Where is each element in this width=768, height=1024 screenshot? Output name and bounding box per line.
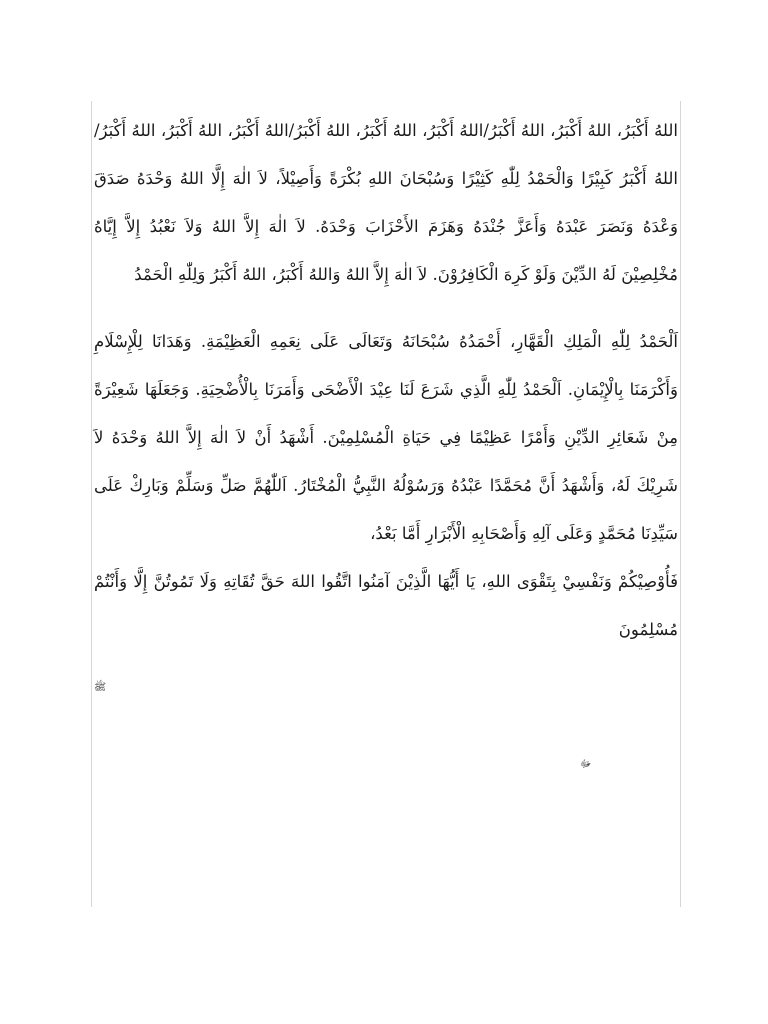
takbir-paragraph: اللهُ أَكْبَرُ، اللهُ أَكْبَرُ، اللهُ أَكْبَرُ/اللهُ أَكْبَرُ، اللهُ أَكْبَرُ، اللهُ أَكْبَرُ/اللهُ أَكْبَرُ، اللهُ أَكْبَرُ، اللهُ أَكْبَرُ/ اللهُ أَكْبَرُ كَبِيْرًا وَالْحَمْدُ لِلّٰهِ كَثِيْرًا وَسُبْحَانَ اللهِ بُكْرَةً وَأَصِيْلاً، لاَ الٰهَ إِلَّا اللهُ وَحْدَهُ صَدَقَ وَعْدَهُ وَنَصَرَ عَبْدَهُ وَأَعَزَّ جُنْدَهُ وَهَزَمَ الأَحْزَابَ وَحْدَهُ. لاَ الٰهَ إِلاَّ اللهُ وَلاَ نَعْبُدُ إِلاَّ إِيَّاهُ مُخْلِصِيْنَ لَهُ الدِّيْنَ وَلَوْ كَرِهَ الْكَافِرُوْنَ. لاَ الٰهَ إِلاَّ اللهُ وَاللهُ أَكْبَرُ، اللهُ أَكْبَرُ وَلِلّٰهِ الْحَمْدُ (94, 121, 678, 284)
jalla-jalaluhu-glyph: ﷻ (580, 759, 592, 770)
honorific-glyph: ﷺ (94, 682, 107, 693)
wasiyyah-paragraph: فَأُوْصِيْكُمْ وَنَفْسِيْ بِتَقْوَى اللهِ، يَا أَيُّهَا الَّذِيْنَ آمَنُوا اتَّقُوا اللهَ حَقَّ تُقَاتِهِ وَلَا تَمُوتُنَّ إِلَّا وَأَنْتُمْ مُسْلِمُونَ (94, 572, 678, 639)
document-page (91, 101, 681, 907)
hamdalah-paragraph: اَلْحَمْدُ لِلّٰهِ الْمَلِكِ الْقَهَّارِ، أَحْمَدُهُ سُبْحَانَهُ وَتَعَالَى عَلَى نِعَمِهِ الْعَظِيْمَةِ. وَهَدَانَا لِلْإِسْلَامِ وَأَكْرَمَنَا بِالْإِيْمَانِ. اَلْحَمْدُ لِلّٰهِ الَّذِي شَرَعَ لَنَا عِيْدَ الْأَضْحَى وَأَمَرَنَا بِالْأُضْحِيَةِ. وَجَعَلَهَا شَعِيْرَةً مِنْ شَعَائِرِ الدِّيْنِ وَأَمْرًا عَظِيْمًا فِي حَيَاةِ الْمُسْلِمِيْنَ. أَشْهَدُ أَنْ لاَ الٰهَ إِلاَّ اللهُ وَحْدَهُ لاَ شَرِيْكَ لَهُ، وَأَشْهَدُ أَنَّ مُحَمَّدًا عَبْدُهُ وَرَسُوْلُهُ النَّبِيُّ الْمُخْتَارُ. اَللّٰهُمَّ صَلِّ وَسَلِّمْ وَبَارِكْ عَلَى سَيِّدِنَا مُحَمَّدٍ وَعَلَى آلِهِ وَأَصْحَابِهِ الْأَبْرَارِ أَمَّا بَعْدُ، (94, 332, 678, 543)
